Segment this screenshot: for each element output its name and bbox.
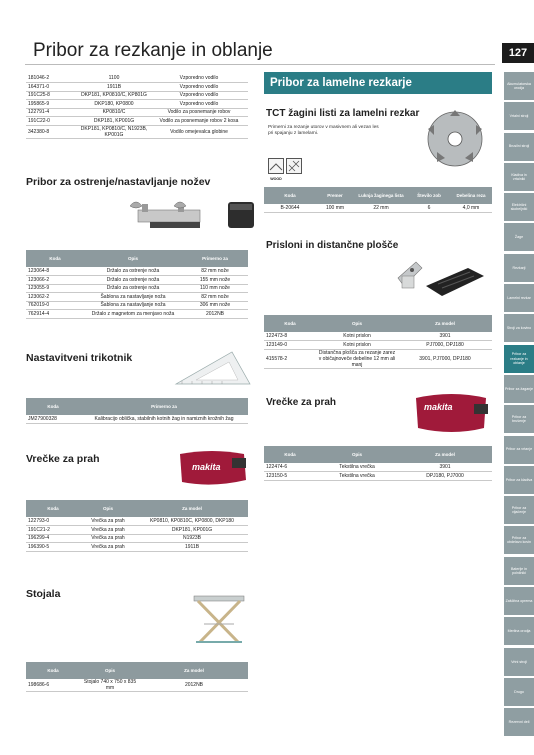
table-row [26, 91, 248, 100]
table-row [264, 472, 492, 481]
table-cell: Vrečka za prah [80, 526, 136, 535]
table-row [26, 100, 248, 109]
table-cell: 1911B [78, 83, 150, 92]
table-cell: Vzporedno vodilo [150, 100, 248, 109]
table-cell: 196390-5 [26, 543, 80, 552]
table-cell: Šablona za nastavljanje noža [84, 293, 182, 302]
side-tab[interactable]: Žage [504, 223, 534, 251]
table-cell: 2012NB [140, 679, 248, 692]
table-cell: DKP181, KP001G [78, 117, 150, 126]
table-row [26, 543, 248, 552]
table-cell: Kotni prislon [316, 332, 398, 341]
table-cell: Vzporedno vodilo [150, 74, 248, 83]
blade-description: Primerni za rezanje utorov v masivnem ali vezan les pri spajanju z lamelami. [268, 125, 379, 136]
triangle-table: Koda Primerno za JM27900328 Kalibracijo oblička, stabilnih kotnih žag in namiznih krožnih žag [26, 398, 248, 424]
side-tab[interactable]: Pribor za vrtanje [504, 436, 534, 464]
table-row [264, 332, 492, 341]
table-cell: N1923B [136, 534, 248, 543]
table-cell: 22 mm [354, 204, 408, 213]
table-cell: DPJ180, PJ7000 [398, 472, 492, 481]
side-tab[interactable]: Pribor za brušenje [504, 405, 534, 433]
blade-title: TCT žagini listi za lamelni rezkar [266, 108, 420, 119]
fences-title: Prisloni in distančne plošče [266, 240, 399, 251]
blade-image [424, 108, 486, 170]
table-cell: 342380-8 [26, 125, 78, 138]
triangle-title: Nastavitveni trikotnik [26, 352, 133, 364]
table-cell: 164371-0 [26, 83, 78, 92]
dust-bag-left-logo: makita [192, 462, 221, 472]
table-cell: Vrečka za prah [80, 534, 136, 543]
table-cell: 122473-8 [264, 332, 316, 341]
dust-bags-right-table: Koda Opis Za model 122474-6 Tekstilna vrečka 3901 123150-5 Tekstilna vrečka DPJ180, PJ7000 [264, 446, 492, 481]
side-tab[interactable]: Električni skobeljniki [504, 193, 534, 221]
table-cell: 123064-8 [26, 267, 84, 276]
top-table [26, 74, 248, 139]
side-tab[interactable]: Stroji za kovino [504, 314, 534, 342]
table-cell: 191C21-2 [26, 526, 80, 535]
table-cell: 196299-4 [26, 534, 80, 543]
table-cell: JM27900328 [26, 415, 80, 424]
table-cell: 181046-2 [26, 74, 78, 83]
table-cell: 3901 [398, 332, 492, 341]
table-row [26, 517, 248, 526]
table-cell: Vodilo za posnemanje robov 2 kosa [150, 117, 248, 126]
table-cell: Držalo za ostrenje noža [84, 284, 182, 293]
table-cell: 191C25-8 [26, 91, 78, 100]
table-cell: 123150-5 [264, 472, 316, 481]
table-row [26, 310, 248, 319]
table-row [26, 267, 248, 276]
table-cell: DKP181, KP0810/C, N1923B, KP001G [78, 125, 150, 138]
table-cell: 82 mm nože [182, 267, 248, 276]
table-row [26, 108, 248, 117]
fence-image-2 [424, 264, 486, 298]
wood-icon [268, 158, 284, 181]
table-cell: Tekstilna vrečka [316, 472, 398, 481]
table-cell: 123149-0 [264, 341, 316, 350]
side-tab[interactable]: Baterije in polnilniki [504, 557, 534, 585]
table-cell: 762019-0 [26, 301, 84, 310]
side-tab[interactable]: Zaščitna oprema [504, 587, 534, 615]
table-cell: 100 mm [316, 204, 354, 213]
table-cell: 123062-2 [26, 293, 84, 302]
table-cell: 122474-6 [264, 463, 316, 472]
table-cell: 2012NB [182, 310, 248, 319]
table-row [26, 276, 248, 285]
table-row [264, 341, 492, 350]
wood-icon-label: WOOD [270, 177, 282, 181]
table-cell: Držalo za ostrenje noža [84, 276, 182, 285]
table-cell: Stojalo 740 x 750 x 835 mm [80, 679, 140, 692]
table-cell: Šablona za nastavljanje noža [84, 301, 182, 310]
side-tab[interactable]: Rezkarji [504, 254, 534, 282]
table-cell: B-20644 [264, 204, 316, 213]
table-cell: Vzporedno vodilo [150, 83, 248, 92]
table-row [26, 293, 248, 302]
page-number: 127 [502, 43, 534, 63]
stands-table: Koda Opis Za model 198686-6 Stojalo 740 x 750 x 835 mm 2012NB [26, 662, 248, 692]
table-cell: 191C22-0 [26, 117, 78, 126]
table-cell: Držalo z magnetom za menjavo noža [84, 310, 182, 319]
table-row [264, 204, 492, 213]
side-tab[interactable]: Vrtni stroji [504, 648, 534, 676]
table-cell: Vodilo omejevalca globine [150, 125, 248, 138]
table-cell: 198686-6 [26, 679, 80, 692]
table-cell: 306 mm nože [182, 301, 248, 310]
table-cell: Vzporedno vodilo [150, 91, 248, 100]
table-cell: Distančna plošča za rezanje zarez v običajnoveče debeline 12 mm ali manj [316, 349, 398, 368]
page-rule [25, 64, 495, 65]
table-cell: Držalo za ostrenje noža [84, 267, 182, 276]
stands-title: Stojala [26, 588, 61, 600]
table-cell: 195865-9 [26, 100, 78, 109]
table-row [26, 534, 248, 543]
side-tabs [504, 72, 534, 739]
table-cell: 1911B [136, 543, 248, 552]
sharpening-title: Pribor za ostrenje/nastavljanje nožev [26, 176, 211, 188]
table-row [264, 349, 492, 368]
side-tab[interactable]: Brusilni stroji [504, 133, 534, 161]
fence-image-1 [394, 258, 424, 292]
side-tab[interactable]: Pribor za kladiva [504, 466, 534, 494]
table-cell: 6 [408, 204, 450, 213]
table-row [26, 679, 248, 692]
table-row [26, 83, 248, 92]
table-cell: 122793-0 [26, 517, 80, 526]
side-tab[interactable]: Pribor za žaganje [504, 375, 534, 403]
dust-bags-left-table: Koda Opis Za model 122793-0 Vrečka za prah KP0810, KP0810C, KP0800, DKP180 191C21-2 Vrečka za prah DKP181, KP001G 196299-4 Vrečka za prah N1923B 196390-5 Vrečka za prah 1911B [26, 500, 248, 552]
table-cell: PJ7000, DPJ180 [398, 341, 492, 350]
side-tab[interactable]: Akumulatorska orodja [504, 72, 534, 100]
table-cell: 122791-4 [26, 108, 78, 117]
table-row [26, 125, 248, 138]
blade-table: Koda Premer Luknja žaginega lista Število zob Debelina reza B-20644 100 mm 22 mm 6 4,0 mm [264, 187, 492, 213]
table-cell: 123055-9 [26, 284, 84, 293]
side-tab[interactable]: Kladiva in vrtalniki [504, 163, 534, 191]
table-row [26, 284, 248, 293]
side-tab[interactable]: Vrtalni stroji [504, 102, 534, 130]
wood-icon-2 [286, 158, 302, 174]
triangle-image [172, 350, 252, 388]
fences-table: Koda Opis Za model 122473-8 Kotni prislon 3901 123149-0 Kotni prislon PJ7000, DPJ180 415578-2 Distančna plošča za rezanje zarez v običajnoveče debeline 12 mm ali manj 3901, PJ7000, DPJ180 [264, 315, 492, 369]
table-cell: KP0810/C [78, 108, 150, 117]
table-cell: 762914-4 [26, 310, 84, 319]
side-tab[interactable]: Pribor za obdelavo kovin [504, 526, 534, 554]
sharpening-holder-image [130, 196, 260, 236]
table-cell: 155 mm nože [182, 276, 248, 285]
table-cell: 123066-2 [26, 276, 84, 285]
stand-image [190, 590, 248, 646]
dust-bags-right-title: Vrečke za prah [266, 397, 337, 408]
dust-bag-right-logo: makita [424, 402, 453, 412]
table-cell: Kalibracijo oblička, stabilnih kotnih žag in namiznih krožnih žag [80, 415, 248, 424]
table-cell: 3901 [398, 463, 492, 472]
table-cell: 110 mm nože [182, 284, 248, 293]
table-cell: Vodilo za posnemanje robov [150, 108, 248, 117]
table-cell: 415578-2 [264, 349, 316, 368]
table-cell: 4,0 mm [450, 204, 492, 213]
side-tab[interactable]: Pribor za vijačenje [504, 496, 534, 524]
table-cell: Vrečka za prah [80, 517, 136, 526]
table-cell: 1100 [78, 74, 150, 83]
table-cell: DKP181, KP0810/C, KP801G [78, 91, 150, 100]
table-row [26, 526, 248, 535]
dust-bags-left-title: Vrečke za prah [26, 453, 100, 465]
table-cell: 3901, PJ7000, DPJ180 [398, 349, 492, 368]
table-row [26, 301, 248, 310]
side-tab[interactable]: Pribor za rezkanje in oblanje [504, 345, 534, 373]
table-row [264, 463, 492, 472]
dust-bag-right-image [412, 388, 490, 436]
side-tab[interactable]: Lamelni rezkar [504, 284, 534, 312]
table-row [26, 74, 248, 83]
sharpening-table: Koda Opis Primerno za 123064-8 Držalo za ostrenje noža 82 mm nože 123066-2 Držalo za ostrenje noža 155 mm nože 123055-9 Držalo za ostrenje noža 110 mm nože 123062-2 Šablona za nastavljanje noža 82 mm nože 762019-0 Šablona za nastavljanje noža 306 mm nože 762914-4 Držalo z magnetom za menjavo noža 2012NB [26, 250, 248, 319]
side-tab[interactable]: Rezervni deli [504, 708, 534, 736]
table-cell: Tekstilna vrečka [316, 463, 398, 472]
side-tab[interactable]: Merilna orodja [504, 617, 534, 645]
table-cell: KP0810, KP0810C, KP0800, DKP180 [136, 517, 248, 526]
table-row [26, 117, 248, 126]
table-cell: DKP180, KP0800 [78, 100, 150, 109]
table-cell: 82 mm nože [182, 293, 248, 302]
table-cell: Kotni prislon [316, 341, 398, 350]
page-title: Pribor za rezkanje in oblanje [33, 40, 273, 61]
dust-bag-left-image [176, 448, 250, 488]
lamello-banner: Pribor za lamelne rezkarje [264, 72, 492, 94]
table-cell: DKP181, KP001G [136, 526, 248, 535]
side-tab[interactable]: Drugo [504, 678, 534, 706]
table-row [26, 415, 248, 424]
table-cell: Vrečka za prah [80, 543, 136, 552]
